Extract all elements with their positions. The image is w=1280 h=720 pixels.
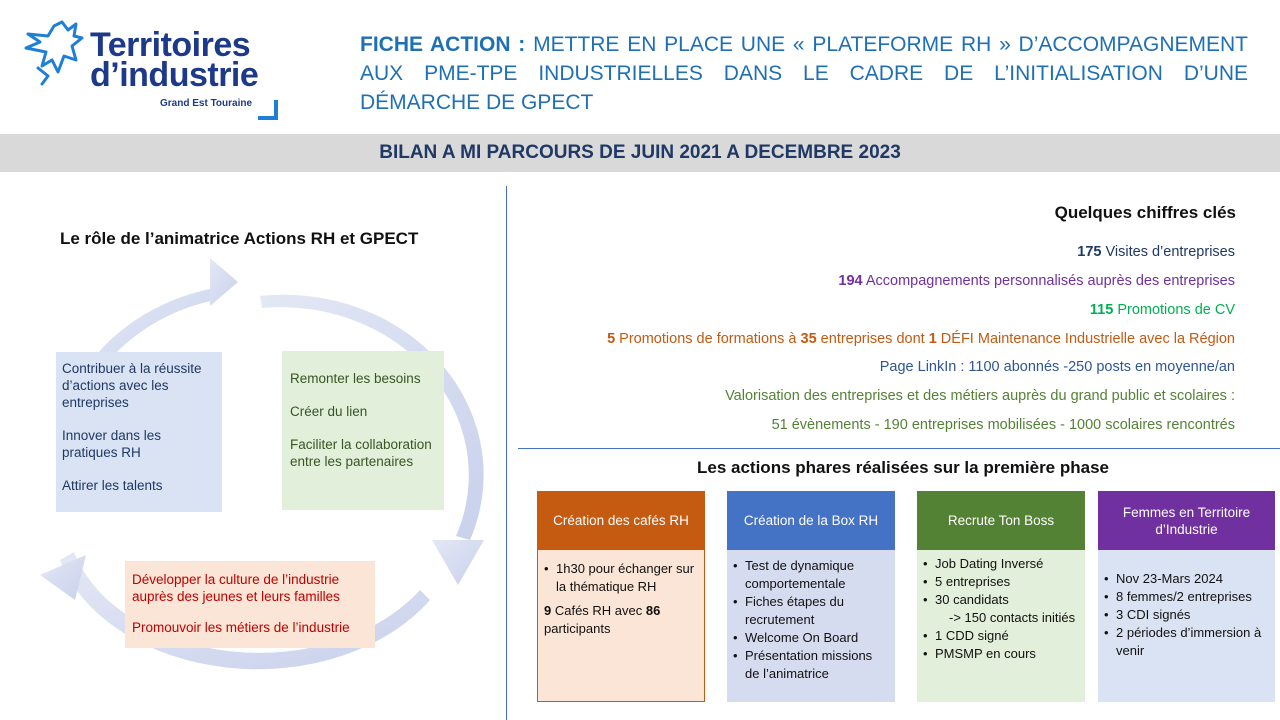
action-card-box-rh xyxy=(727,491,895,702)
key-figure-events: 51 évènements - 190 entreprises mobilisées - 1000 scolaires rencontrés xyxy=(771,417,1235,433)
action-card-recrute-ton-boss xyxy=(917,491,1085,702)
action-card-title: Création de la Box RH xyxy=(727,491,895,550)
vertical-divider xyxy=(506,186,507,720)
list-item: • Welcome On Board xyxy=(733,629,889,647)
list-item: • 5 entreprises xyxy=(923,573,1079,591)
cycle-arrowhead-top xyxy=(210,258,238,306)
role-orange-item: Promouvoir les métiers de l’industrie xyxy=(132,620,350,635)
page-title xyxy=(360,30,1248,117)
list-subitem: -> 150 contacts initiés xyxy=(949,610,1076,625)
key-figure-promotion: Valorisation des entreprises et des métiers auprès du grand public et scolaires : xyxy=(725,388,1235,404)
list-item: • 8 femmes/2 entreprises xyxy=(1104,588,1269,606)
list-item: • Job Dating Inversé xyxy=(923,555,1079,573)
role-green-item: Faciliter la collaboration entre les partenaires xyxy=(290,437,432,469)
role-title: Le rôle de l’animatrice Actions RH et GPECT xyxy=(60,229,419,248)
action-card-body xyxy=(537,550,705,702)
rooster-logo-icon xyxy=(18,16,98,96)
page-title-label: FICHE ACTION : xyxy=(360,33,526,56)
logo xyxy=(18,16,288,124)
role-blue-item: Innover dans les pratiques RH xyxy=(62,428,162,460)
action-card-body xyxy=(727,550,895,702)
role-box-blue xyxy=(56,352,222,512)
page-title-text: METTRE EN PLACE UNE « PLATEFORME RH » D’ACCOMPAGNEMENT AUX PME-TPE INDUSTRIELLES DANS LE CADRE DE L’INITIALISATION D’UNE DÉMARCHE DE GPECT xyxy=(360,33,1248,114)
list-item: • PMSMP en cours xyxy=(923,645,1079,663)
list-item: • Nov 23-Mars 2024 xyxy=(1104,570,1269,588)
list-item: • 30 candidats xyxy=(923,591,1079,609)
key-figure-visits: 175 Visites d’entreprises xyxy=(1077,244,1235,260)
action-card-title: Création des cafés RH xyxy=(537,491,705,550)
role-blue-item: Attirer les talents xyxy=(62,478,163,493)
role-blue-item: Contribuer à la réussite d’actions avec les entreprises xyxy=(62,361,202,410)
role-green-item: Créer du lien xyxy=(290,404,368,419)
logo-corner-mark xyxy=(258,100,278,120)
key-figure-linkedin: Page LinkIn : 1100 abonnés -250 posts en moyenne/an xyxy=(879,359,1235,375)
actions-title: Les actions phares réalisées sur la première phase xyxy=(697,458,1109,477)
cycle-arrowhead-right xyxy=(432,540,484,585)
action-card-cafes-rh xyxy=(537,491,705,702)
action-card-note: 9 Cafés RH avec 86 participants xyxy=(544,603,661,636)
key-figure-training: 5 Promotions de formations à 35 entreprises dont 1 DÉFI Maintenance Industrielle avec la Région xyxy=(607,331,1235,347)
period-banner xyxy=(0,134,1280,172)
period-banner-text: BILAN A MI PARCOURS DE JUIN 2021 A DECEMBRE 2023 xyxy=(379,142,901,163)
role-box-orange xyxy=(125,561,375,648)
action-card-body xyxy=(917,550,1085,702)
list-item: • 3 CDI signés xyxy=(1104,606,1269,624)
list-item: • Test de dynamique comportementale xyxy=(733,557,889,593)
key-figure-support: 194 Accompagnements personnalisés auprès des entreprises xyxy=(838,273,1235,289)
role-box-green xyxy=(282,351,444,510)
action-card-title: Femmes en Territoire d’Industrie xyxy=(1098,491,1275,550)
list-item: • 2 périodes d’immersion à venir xyxy=(1104,624,1269,660)
action-card-body xyxy=(1098,550,1275,702)
action-card-title: Recrute Ton Boss xyxy=(917,491,1085,550)
list-item: • Fiches étapes du recrutement xyxy=(733,593,889,629)
logo-subtitle: Grand Est Touraine xyxy=(160,98,253,109)
horizontal-divider xyxy=(518,448,1280,449)
role-orange-item: Développer la culture de l’industrie auprès des jeunes et leurs familles xyxy=(132,572,340,604)
list-item: • 1 CDD signé xyxy=(923,627,1079,645)
action-card-femmes-industrie xyxy=(1098,491,1275,702)
key-figures-title: Quelques chiffres clés xyxy=(1054,203,1236,222)
list-item: • Présentation missions de l’animatrice xyxy=(733,647,889,683)
key-figure-cv: 115 Promotions de CV xyxy=(1089,302,1235,318)
list-item: • 1h30 pour échanger sur la thématique RH xyxy=(544,560,698,596)
role-green-item: Remonter les besoins xyxy=(290,371,421,386)
logo-title: Territoires d’industrie xyxy=(90,26,259,94)
